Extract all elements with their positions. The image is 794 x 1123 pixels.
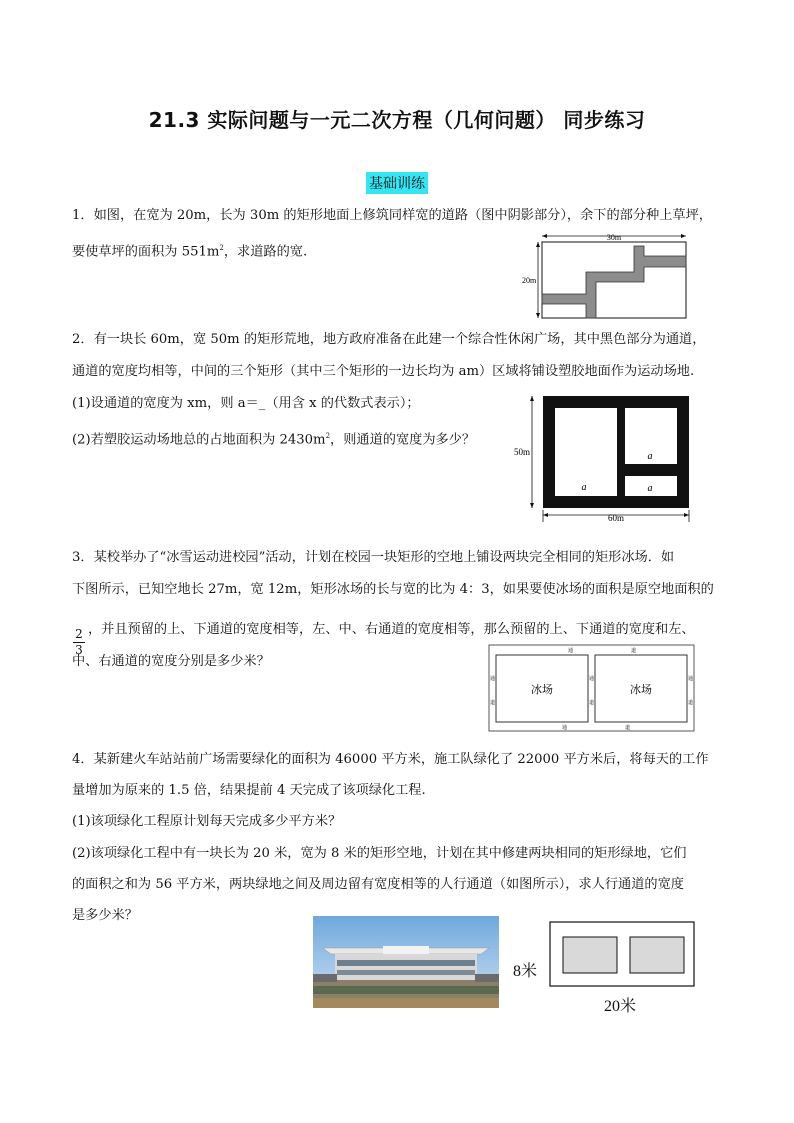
q2-sub1: (1)设通道的宽度为 xm，则 a＝_（用含 x 的代数式表示）； [72,396,420,411]
q4-line1: 4．某新建火车站站前广场需要绿化的面积为 46000 平方米，施工队绿化了 22000 平方米后，将每天的工作 [72,752,709,767]
svg-text:道: 道 [688,701,694,706]
q4-green-1 [563,937,617,973]
q1-height-label: 20m [522,276,537,285]
station-photo [313,916,499,1008]
section-label: 基础训练 [366,172,428,194]
q1-width-label: 30m [606,233,622,242]
q2-line2: 通道的宽度均相等，中间的三个矩形（其中三个矩形的一边长均为 am）区域将铺设塑胶地面作为运动场地. [72,364,695,379]
svg-text:通: 通 [490,677,496,682]
svg-text:a: a [581,482,587,493]
q3-figure [488,644,698,734]
svg-text:通: 通 [562,726,568,731]
q2-sub2: (2)若塑胶运动场地总的占地面积为 $2430m^2$，则通道的宽度为多少？ [72,432,476,448]
svg-text:道: 道 [589,701,595,706]
q4-height-label: 8米 [513,963,538,980]
q2-figure [512,388,698,528]
q2-width-label: 60m [607,513,625,523]
q3-line3: ，并且预留的上、下通道的宽度相等，左、中、右通道的宽度相等，那么预留的上、下通道的宽度和左、 [88,622,695,637]
q2-height-label: 50m [514,447,531,457]
q1-line2: 要使草坪的面积为 $551m^2$，求道路的宽. [72,244,308,260]
svg-text:a: a [647,483,653,494]
svg-text:冰场: 冰场 [630,684,652,696]
svg-text:道: 道 [631,649,637,654]
q2-line1: 2．有一块长 60m，宽 50m 的矩形荒地，地方政府准备在此建一个综合性休闲广场，其中黑色部分为通道， [72,332,706,347]
q4-green-2 [630,937,684,973]
q4-line2: 量增加为原来的 1.5 倍，结果提前 4 天完成了该项绿化工程. [72,783,426,798]
svg-text:冰场: 冰场 [531,684,553,696]
svg-text:道: 道 [490,701,496,706]
svg-text:通: 通 [568,649,574,654]
svg-text:a: a [647,451,653,462]
svg-text:通: 通 [589,677,595,682]
q3-line4: 中、右通道的宽度分别是多少米？ [72,654,270,669]
page-title: 21.3 实际问题与一元二次方程（几何问题） 同步练习 [148,108,646,132]
q3-fraction: 2 3 [73,628,85,657]
q4-width-label: 20米 [604,998,637,1015]
q4-sub2-l1: (2)该项绿化工程中有一块长为 20 米，宽为 8 米的矩形空地，计划在其中修建两块相同的矩形绿地，它们 [72,846,687,861]
q4-sub2-l3: 是多少米？ [72,908,138,923]
q4-sub1: (1)该项绿化工程原计划每天完成多少平方米？ [72,814,342,829]
svg-text:通: 通 [688,677,694,682]
q1-figure [520,230,692,322]
svg-text:道: 道 [625,726,631,731]
q3-line1: 3．某校举办了“冰雪运动进校园”活动，计划在校园一块矩形的空地上铺设两块完全相同的矩形冰场．如 [72,550,675,565]
q3-line2: 下图所示，已知空地长 27m，宽 12m，矩形冰场的长与宽的比为 4：3，如果要使冰场的面积是原空地面积的 [72,582,714,597]
q4-figure [548,920,698,990]
q1-line1: 1．如图，在宽为 20m，长为 30m 的矩形地面上修筑同样宽的道路（图中阴影部分），余下的部分种上草坪， [72,208,712,223]
q4-sub2-l2: 的面积之和为 56 平方米，两块绿地之间及周边留有宽度相等的人行通道（如图所示），求人行通道的宽度 [72,877,684,892]
